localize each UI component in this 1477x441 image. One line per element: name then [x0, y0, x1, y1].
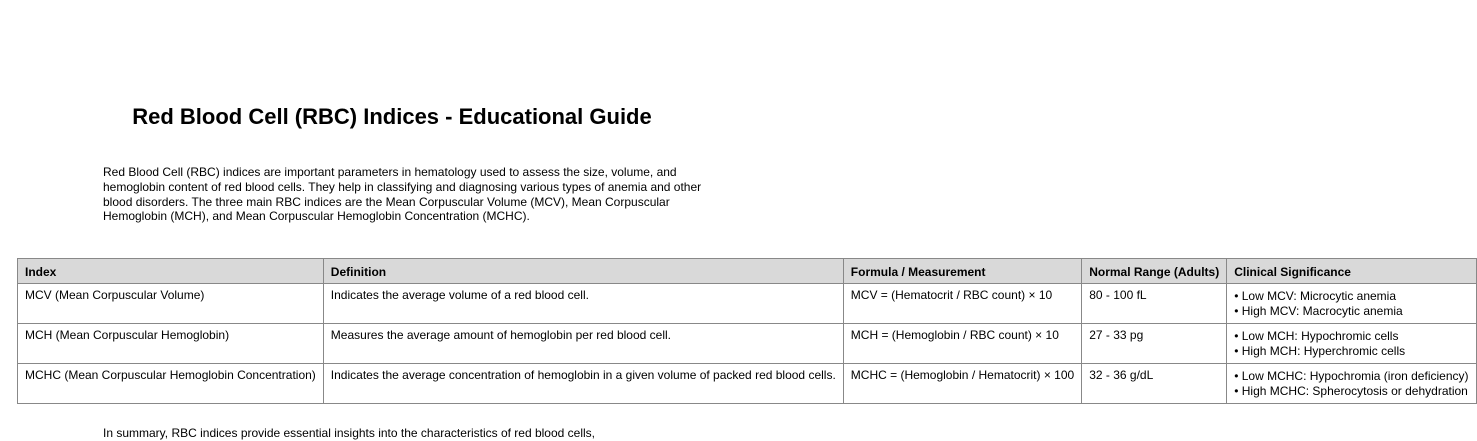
cell-range: 32 - 36 g/dL	[1082, 364, 1227, 404]
table-row	[18, 364, 1477, 404]
significance-low: • Low MCHC: Hypochromia (iron deficiency)	[1234, 368, 1469, 383]
cell-significance	[1227, 364, 1476, 404]
header-index: Index	[18, 259, 324, 284]
header-normal-range: Normal Range (Adults)	[1082, 259, 1227, 284]
significance-low: • Low MCV: Microcytic anemia	[1234, 288, 1397, 303]
cell-definition: Measures the average amount of hemoglobin per red blood cell.	[323, 324, 843, 364]
cell-index: MCH (Mean Corpuscular Hemoglobin)	[18, 324, 324, 364]
cell-formula: MCH = (Hemoglobin / RBC count) × 10	[843, 324, 1081, 364]
summary-paragraph: In summary, RBC indices provide essential insights into the characteristics of red blood cells,	[103, 426, 595, 440]
table-row	[18, 324, 1477, 364]
cell-definition: Indicates the average concentration of hemoglobin in a given volume of packed red blood cells.	[323, 364, 843, 404]
page-title: Red Blood Cell (RBC) Indices - Educational Guide	[132, 104, 652, 129]
intro-paragraph: Red Blood Cell (RBC) indices are important parameters in hematology used to assess the size, volume, and hemoglobin content of red blood cells. They help in classifying and diagnosing various types of anemia and other blood disorders. The three main RBC indices are the Mean Corpuscular Volume (MCV), Mean Corpuscular Hemoglobin (MCH), and Mean Corpuscular Hemoglobin Concentration (MCHC).	[103, 165, 702, 224]
cell-index: MCV (Mean Corpuscular Volume)	[18, 284, 324, 324]
table-header-row	[18, 259, 1477, 284]
cell-formula: MCHC = (Hemoglobin / Hematocrit) × 100	[843, 364, 1081, 404]
cell-index: MCHC (Mean Corpuscular Hemoglobin Concentration)	[18, 364, 324, 404]
cell-range: 80 - 100 fL	[1082, 284, 1227, 324]
header-formula: Formula / Measurement	[843, 259, 1081, 284]
cell-formula: MCV = (Hematocrit / RBC count) × 10	[843, 284, 1081, 324]
rbc-indices-table	[17, 258, 1477, 404]
cell-significance	[1227, 284, 1476, 324]
significance-high: • High MCH: Hyperchromic cells	[1234, 343, 1406, 358]
table-row	[18, 284, 1477, 324]
cell-definition: Indicates the average volume of a red blood cell.	[323, 284, 843, 324]
header-definition: Definition	[323, 259, 843, 284]
significance-high: • High MCHC: Spherocytosis or dehydration	[1234, 383, 1468, 398]
significance-low: • Low MCH: Hypochromic cells	[1234, 328, 1399, 343]
cell-range: 27 - 33 pg	[1082, 324, 1227, 364]
significance-high: • High MCV: Macrocytic anemia	[1234, 303, 1403, 318]
cell-significance	[1227, 324, 1476, 364]
header-clinical-significance: Clinical Significance	[1227, 259, 1476, 284]
